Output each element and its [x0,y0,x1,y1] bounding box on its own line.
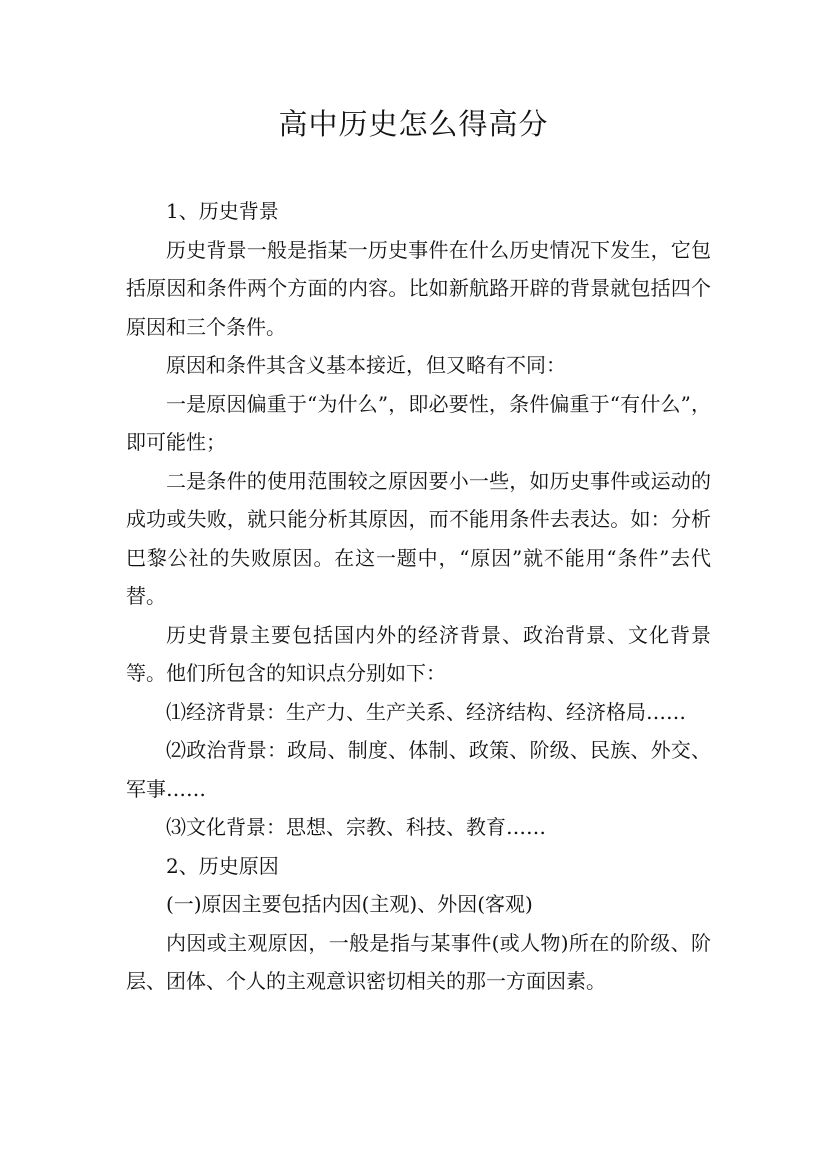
document-title: 高中历史怎么得高分 [278,107,549,141]
paragraph-5: 二是条件的使用范围较之原因要小一些，如历史事件或运动的成功或失败，就只能分析其原因，而不能用条件去表达。如：分析巴黎公社的失败原因。在这一题中，“原因”就不能用“条件”去代替。 [126,468,711,608]
paragraph-2: 历史背景一般是指某一历史事件在什么历史情况下发生，它包括原因和条件两个方面的内容。比如新航路开辟的背景就包括四个原因和三个条件。 [126,237,711,339]
paragraph-4: 一是原因偏重于“为什么”，即必要性，条件偏重于“有什么”，即可能性； [126,391,711,454]
paragraph-10: 2、历史原因 [166,853,279,878]
paragraph-11: (一)原因主要包括内因(主观)、外因(客观) [166,892,533,916]
paragraph-12: 内因或主观原因，一般是指与某事件(或人物)所在的阶级、阶层、团体、个人的主观意识密切相关的那一方面因素。 [126,930,711,993]
paragraph-6: 历史背景主要包括国内外的经济背景、政治背景、文化背景等。他们所包含的知识点分别如下： [126,622,711,685]
paragraph-7: ⑴经济背景：生产力、生产关系、经济结构、经济格局…… [166,699,686,724]
paragraph-1: 1、历史背景 [166,199,279,223]
document-body [126,192,711,1001]
paragraph-9: ⑶文化背景：思想、宗教、科技、教育…… [166,815,546,839]
paragraph-3: 原因和条件其含义基本接近，但又略有不同： [166,353,566,377]
paragraph-8: ⑵政治背景：政局、制度、体制、政策、阶级、民族、外交、军事…… [126,738,711,801]
